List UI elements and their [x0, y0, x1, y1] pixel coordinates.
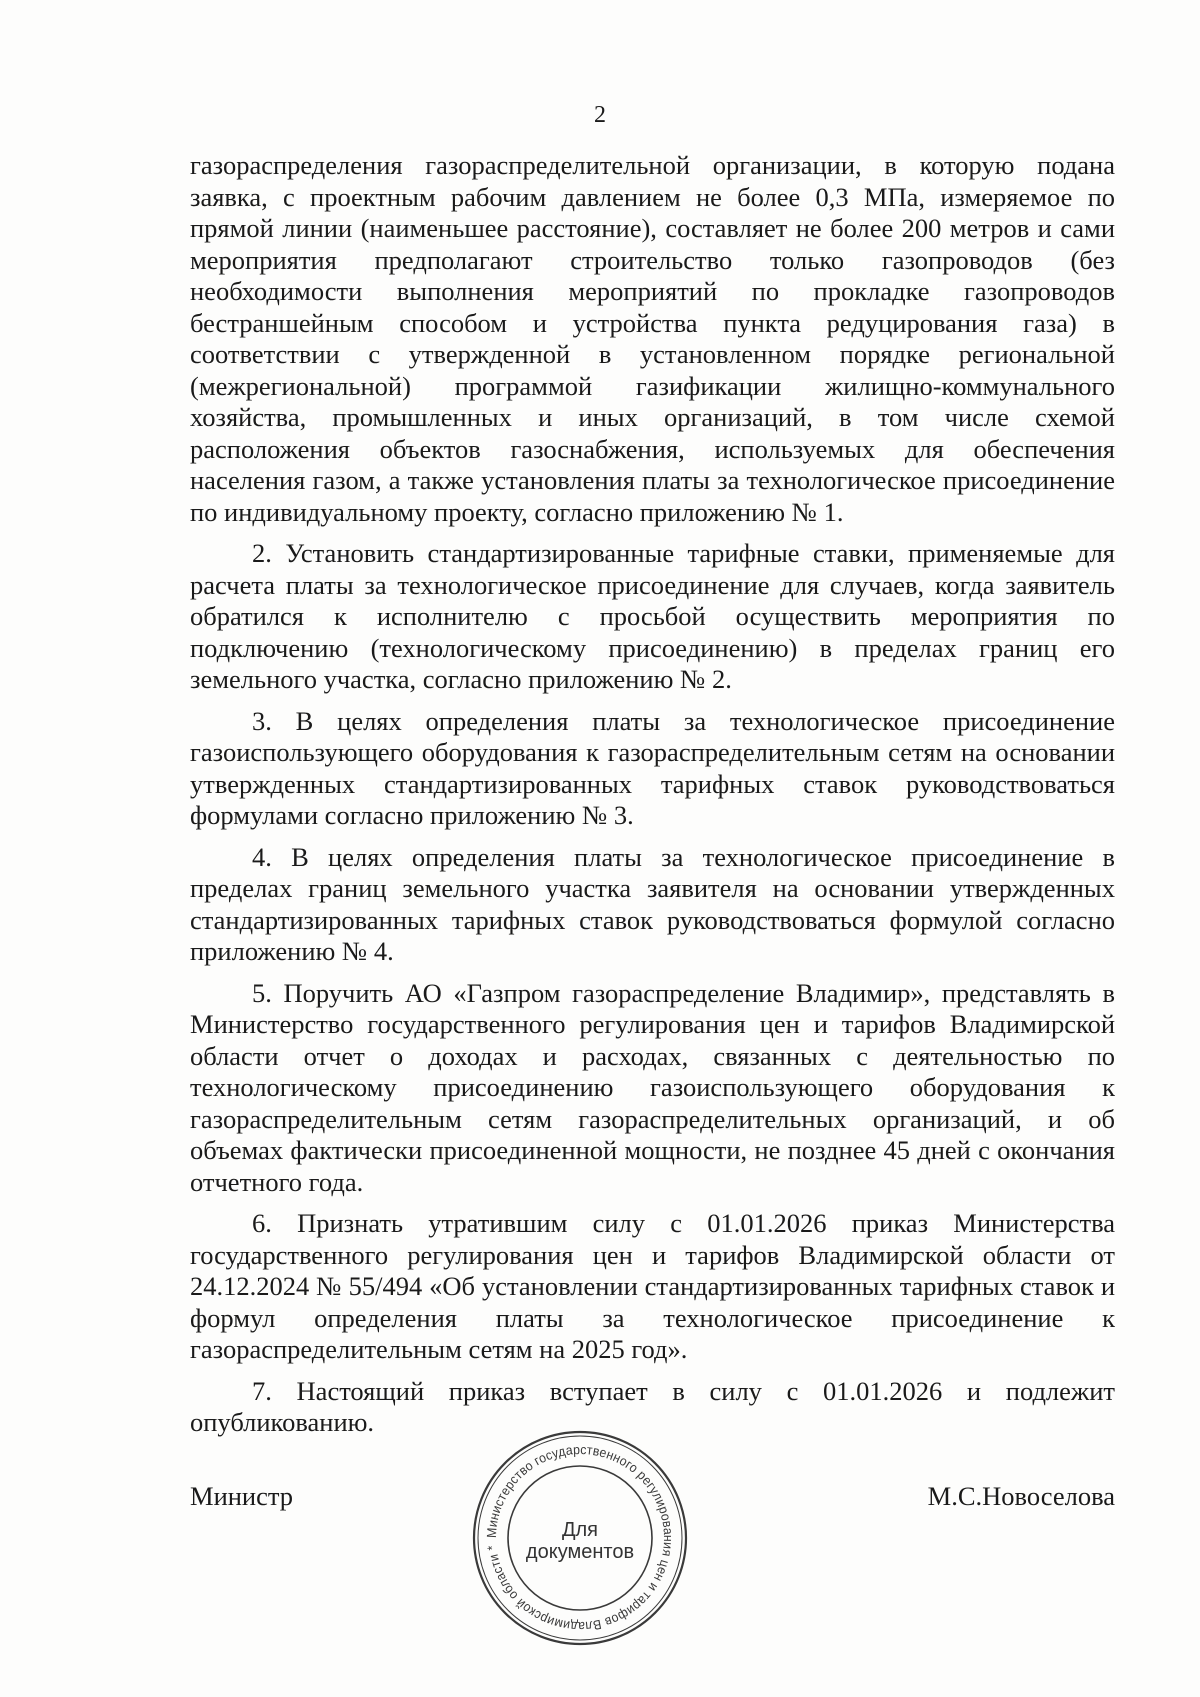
paragraph-item-6: 6. Признать утратившим силу с 01.01.2026 приказ Министерства государственного регулирования цен и тарифов Владимирской области от 24.12.2024 № 55/494 «Об установлении стандартизированных тарифных ставок и формул определения платы за технологическое присоединение к газораспределительным сетям на 2025 год». [190, 1208, 1115, 1364]
seal-ring-text-path: Министерство государственного регулирования цен и тарифов Владимирской области * [483, 1441, 677, 1635]
paragraph-continuation: газораспределения газораспределительной организации, в которую подана заявка, с проектным рабочим давлением не более 0,3 МПа, измеряемое по прямой линии (наименьшее расстояние), составляет не более 200 метров и сами мероприятия предполагают строительство только газопроводов (без необходимости выполнения мероприятий по прокладке газопроводов бестраншейным способом и устройства пункта редуцирования газа) в соответствии с утвержденной в установленном порядке региональной (межрегиональной) программой газификации жилищно-коммунального хозяйства, промышленных и иных организаций, в том числе схемой расположения объектов газоснабжения, используемых для обеспечения населения газом, а также установления платы за технологическое присоединение по индивидуальному проекту, согласно приложению № 1. [190, 150, 1115, 527]
seal-center-text [469, 1519, 691, 1563]
paragraph-item-3: 3. В целях определения платы за технологическое присоединение газоиспользующего оборудования к газораспределительным сетям на основании утвержденных стандартизированных тарифных ставок руководствоваться формулами согласно приложению № 3. [190, 705, 1115, 830]
signatory-position: Министр [190, 1481, 294, 1511]
paragraph-item-5: 5. Поручить АО «Газпром газораспределение Владимир», представлять в Министерство государственного регулирования цен и тарифов Владимирской области отчет о доходах и расходах, связанных с деятельностью по технологическому присоединению газоиспользующего оборудования к газораспределительным сетям газораспределительных организаций, и об объемах фактически присоединенной мощности, не позднее 45 дней с окончания отчетного года. [190, 977, 1115, 1197]
official-seal [469, 1427, 691, 1649]
seal-center-line-2: документов [525, 1541, 635, 1563]
page-number: 2 [594, 102, 606, 128]
paragraph-item-2: 2. Установить стандартизированные тарифные ставки, применяемые для расчета платы за технологическое присоединение для случаев, когда заявитель обратился к исполнителю с просьбой осуществить мероприятия по подключению (технологическому присоединению) в пределах границ его земельного участка, согласно приложению № 2. [190, 538, 1115, 694]
document-body [190, 150, 1115, 1449]
paragraph-item-4: 4. В целях определения платы за технологическое присоединение в пределах границ земельного участка заявителя на основании утвержденных стандартизированных тарифных ставок руководствоваться формулой согласно приложению № 4. [190, 841, 1115, 966]
seal-center-line-1: Для [561, 1519, 599, 1541]
signatory-name: М.С.Новоселова [927, 1481, 1115, 1511]
paragraph-item-7: 7. Настоящий приказ вступает в силу с 01.01.2026 и подлежит опубликованию. [190, 1375, 1115, 1437]
